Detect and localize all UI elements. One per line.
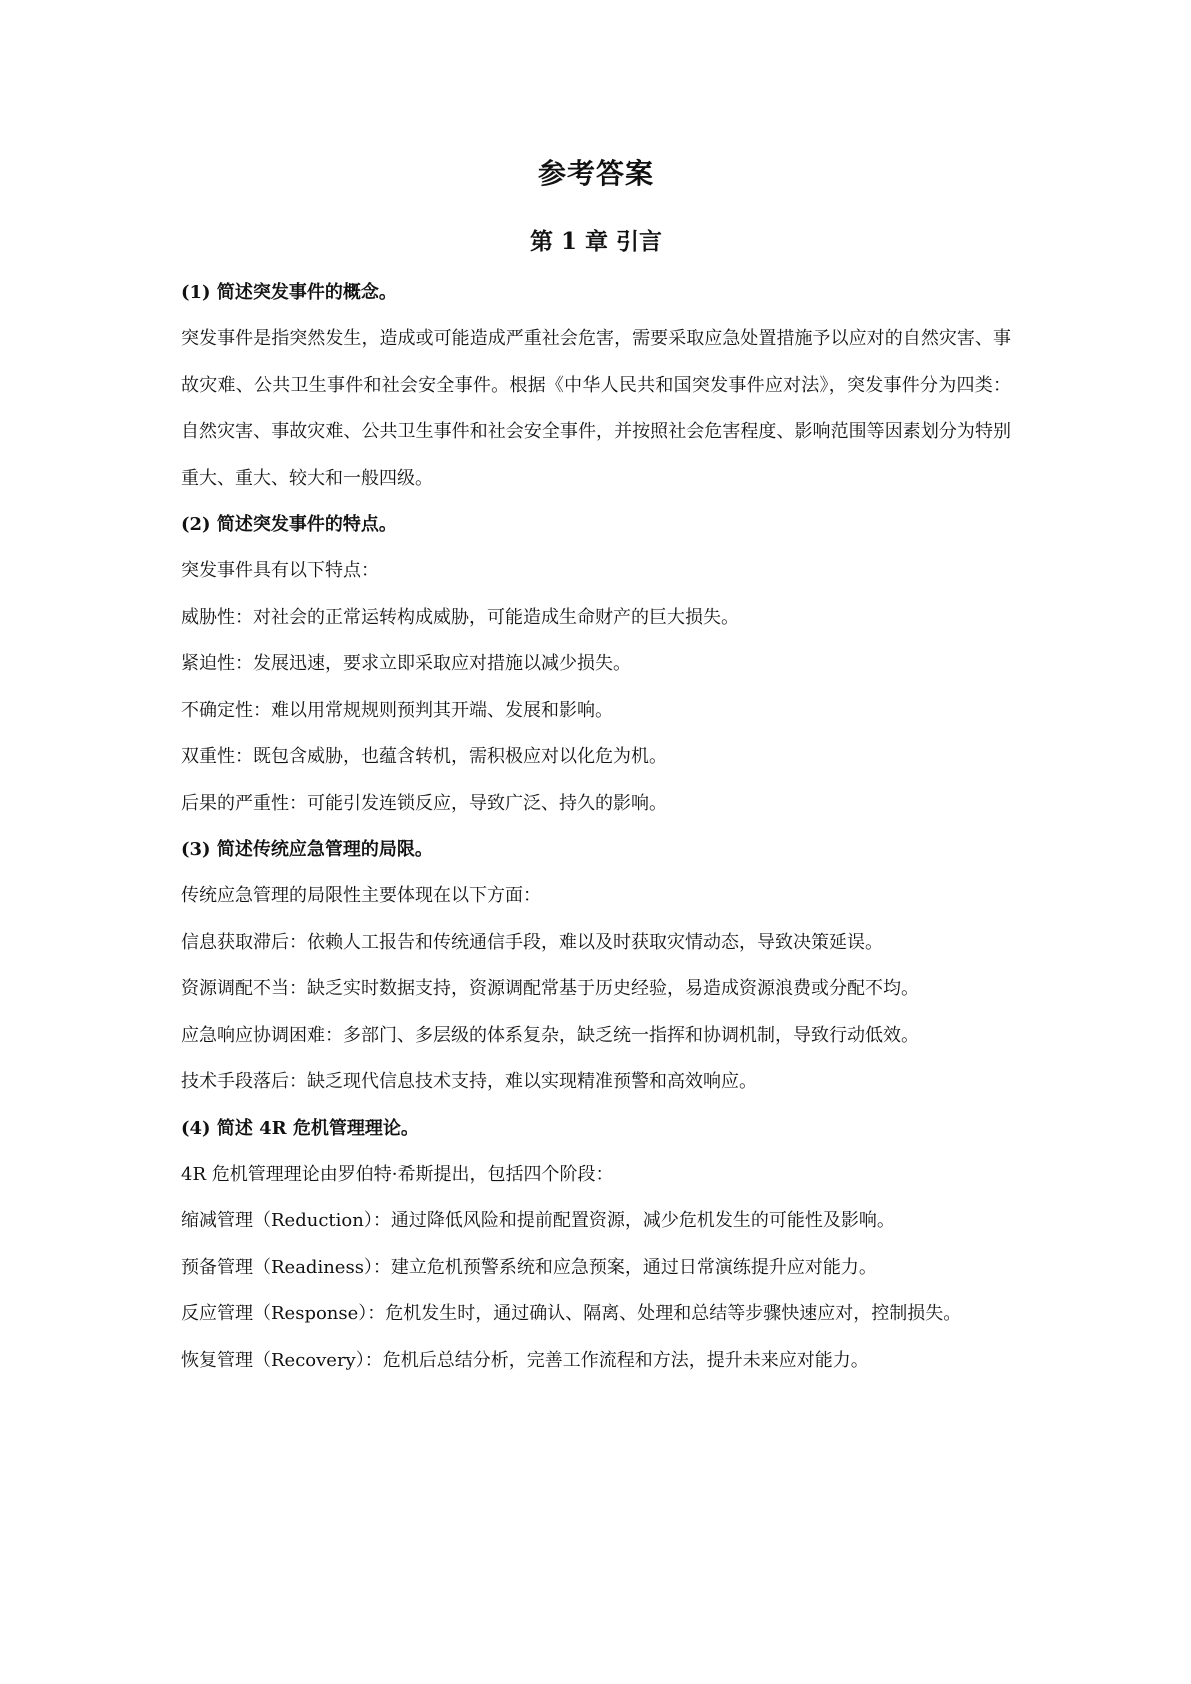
answer-paragraph: 传统应急管理的局限性主要体现在以下方面：	[181, 885, 541, 906]
document-body	[181, 152, 1011, 1384]
answer-paragraph: 威胁性：对社会的正常运转构成威胁，可能造成生命财产的巨大损失。	[181, 606, 739, 628]
answer-paragraph: 4R 危机管理理论由罗伯特·希斯提出，包括四个阶段：	[181, 1163, 614, 1185]
answer-paragraph: 预备管理（Readiness）：建立危机预警系统和应急预案，通过日常演练提升应对能力。	[181, 1256, 877, 1278]
answer-paragraph: 恢复管理（Recovery）：危机后总结分析，完善工作流程和方法，提升未来应对能力。	[181, 1349, 869, 1371]
question-heading: (3) 简述传统应急管理的局限。	[181, 839, 433, 860]
chapter-title: 第 1 章 引言	[529, 228, 663, 255]
question-heading: (2) 简述突发事件的特点。	[181, 514, 397, 535]
answer-paragraph: 资源调配不当：缺乏实时数据支持，资源调配常基于历史经验，易造成资源浪费或分配不均。	[181, 978, 919, 999]
answer-paragraph: 技术手段落后：缺乏现代信息技术支持，难以实现精准预警和高效响应。	[181, 1071, 757, 1092]
section-1	[181, 270, 1011, 502]
answer-paragraph: 后果的严重性：可能引发连锁反应，导致广泛、持久的影响。	[181, 792, 667, 814]
section-4	[181, 1106, 1011, 1385]
question-heading: (4) 简述 4R 危机管理理论。	[181, 1117, 419, 1139]
section-2	[181, 502, 1011, 827]
answer-paragraph: 不确定性：难以用常规规则预判其开端、发展和影响。	[181, 699, 613, 721]
answer-paragraph: 紧迫性：发展迅速，要求立即采取应对措施以减少损失。	[181, 653, 631, 674]
answer-paragraph: 反应管理（Response）：危机发生时，通过确认、隔离、处理和总结等步骤快速应对，控制损失。	[181, 1303, 962, 1324]
answer-paragraph: 双重性：既包含威胁，也蕴含转机，需积极应对以化危为机。	[181, 746, 667, 767]
question-heading: (1) 简述突发事件的概念。	[181, 282, 397, 303]
section-3	[181, 827, 1011, 1106]
document-title: 参考答案	[537, 157, 654, 190]
answer-paragraph: 突发事件是指突然发生，造成或可能造成严重社会危害，需要采取应急处置措施予以应对的自然灾害、事故灾难、公共卫生事件和社会安全事件。根据《中华人民共和国突发事件应对法》，突发事件分为四类：自然灾害、事故灾难、公共卫生事件和社会安全事件，并按照社会危害程度、影响范围等因素划分为特别重大、重大、较大和一般四级。	[181, 328, 1011, 489]
answer-paragraph: 应急响应协调困难：多部门、多层级的体系复杂，缺乏统一指挥和协调机制，导致行动低效。	[181, 1024, 919, 1046]
answer-paragraph: 突发事件具有以下特点：	[181, 560, 379, 581]
answer-paragraph: 信息获取滞后：依赖人工报告和传统通信手段，难以及时获取灾情动态，导致决策延误。	[181, 931, 883, 953]
answer-paragraph: 缩减管理（Reduction）：通过降低风险和提前配置资源，减少危机发生的可能性及影响。	[181, 1210, 895, 1231]
